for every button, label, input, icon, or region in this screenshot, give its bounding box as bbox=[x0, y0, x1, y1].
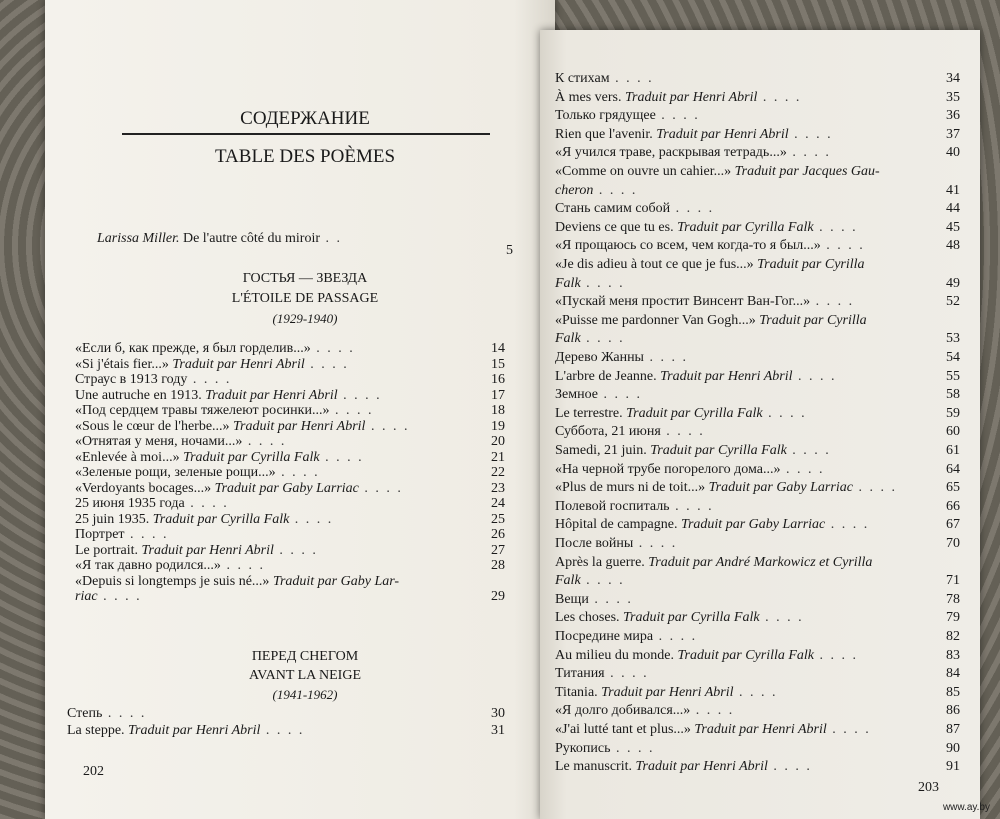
entry-page: 64 bbox=[946, 461, 960, 477]
toc-entry bbox=[555, 628, 960, 646]
leader-dots: . . . . bbox=[184, 496, 229, 511]
entry-title: Titania. bbox=[555, 684, 602, 700]
leader-dots: . . . . bbox=[762, 405, 807, 421]
leader-dots: . . . . bbox=[788, 126, 833, 142]
entry-page: 14 bbox=[491, 341, 505, 356]
entry-page: 59 bbox=[946, 405, 960, 421]
toc-entry bbox=[555, 609, 960, 627]
left-page bbox=[45, 0, 555, 819]
entry-title: Полевой госпиталь bbox=[555, 498, 670, 514]
entry-page: 31 bbox=[491, 723, 505, 738]
entry-page: 15 bbox=[491, 356, 505, 372]
entry-title: Une autruche en 1913. bbox=[75, 387, 206, 403]
entry-page: 84 bbox=[946, 666, 960, 682]
intro-text: De l'autre côté du miroir bbox=[179, 231, 320, 246]
entry-page: 83 bbox=[946, 647, 960, 663]
entry-page: 37 bbox=[946, 126, 960, 142]
leader-dots: . . . . bbox=[242, 434, 287, 449]
leader-dots: . . . . bbox=[358, 480, 403, 496]
entry-translator: Traduit par André Markowicz et Cyrilla bbox=[648, 554, 873, 570]
leader-dots: . . . . bbox=[220, 558, 265, 573]
leader-dots: . . . . bbox=[275, 465, 320, 480]
entry-title: Стань самим собой bbox=[555, 201, 671, 217]
entry-page: 65 bbox=[946, 480, 960, 496]
leader-dots: . . . . bbox=[610, 740, 655, 756]
entry-translator: Traduit par Cyrilla bbox=[759, 312, 867, 328]
leader-dots: . . . . bbox=[593, 182, 638, 198]
leader-dots: . . . . bbox=[786, 145, 831, 161]
leader-dots: . . . . bbox=[660, 424, 705, 440]
entry-title: Земное bbox=[555, 387, 598, 403]
entry-title: «Depuis si longtemps je suis né...» bbox=[75, 573, 273, 589]
toc-entry bbox=[555, 89, 960, 107]
entry-title: «Sous le cœur de l'herbe...» bbox=[75, 418, 234, 434]
toc-entry bbox=[555, 516, 960, 534]
toc-entry bbox=[555, 368, 960, 386]
entry-page: 52 bbox=[946, 294, 960, 310]
toc-entry bbox=[555, 349, 960, 367]
entry-title: «Если б, как прежде, я был горделив...» bbox=[75, 341, 311, 356]
entry-title: L'arbre de Jeanne. bbox=[555, 368, 661, 384]
entry-title: Deviens ce que tu es. bbox=[555, 219, 678, 235]
leader-dots: . . . . bbox=[655, 108, 700, 124]
entry-page: 55 bbox=[946, 368, 960, 384]
entry-translator: Traduit par Henri Abril bbox=[172, 356, 305, 372]
toc-entry bbox=[555, 702, 960, 720]
leader-dots: . . . . bbox=[825, 517, 870, 533]
entry-translator: Traduit par Cyrilla Falk bbox=[677, 647, 815, 663]
leader-dots: . . . . bbox=[310, 341, 355, 356]
entry-translator: Traduit par Henri Abril bbox=[128, 723, 261, 738]
entry-page: 40 bbox=[946, 145, 960, 161]
entry-title: Суббота, 21 июня bbox=[555, 424, 661, 440]
leader-dots: . . . . bbox=[580, 275, 625, 291]
entry-translator: riac bbox=[75, 589, 98, 604]
entry-page: 36 bbox=[946, 108, 960, 124]
toc-entry bbox=[555, 721, 960, 739]
entry-title: Вещи bbox=[555, 591, 589, 607]
entry-translator: Traduit par Cyrilla Falk bbox=[650, 443, 787, 458]
entry-title: Le portrait. bbox=[75, 542, 142, 558]
entry-translator: Falk bbox=[555, 331, 581, 347]
toc-entry bbox=[555, 312, 960, 330]
leader-dots: . . . . bbox=[792, 368, 837, 384]
entry-title: К стихам bbox=[555, 71, 610, 86]
entry-title: «Plus de murs ni de toit...» bbox=[555, 480, 709, 496]
entry-translator: Traduit par Cyrilla Falk bbox=[183, 449, 320, 465]
toc-entry bbox=[555, 163, 960, 181]
intro-entry: Larissa Miller. De l'autre côté du miroir . . 5 bbox=[97, 231, 513, 258]
leader-dots: . . . . bbox=[289, 511, 334, 527]
toc-entry bbox=[555, 293, 960, 311]
entry-translator: Traduit par Henri Abril bbox=[694, 722, 827, 737]
entry-title: «J'ai lutté tant et plus...» bbox=[555, 722, 695, 737]
leader-dots: . . . . bbox=[814, 647, 859, 663]
entry-translator: Traduit par Cyrilla Falk bbox=[677, 219, 814, 235]
entry-title: «Puisse me pardonner Van Gogh...» bbox=[555, 312, 760, 328]
entry-title: Samedi, 21 juin. bbox=[555, 443, 651, 458]
entry-translator: Traduit par Gaby Lar- bbox=[272, 573, 400, 589]
leader-dots: . . . . bbox=[588, 591, 633, 607]
entry-translator: Traduit par Gaby Larriac bbox=[214, 480, 359, 496]
entry-page: 27 bbox=[491, 542, 505, 558]
toc-entry bbox=[555, 256, 960, 274]
leader-dots: . . . . bbox=[767, 759, 812, 775]
entry-title: «Под сердцем травы тяжелеют росинки...» bbox=[75, 403, 330, 418]
leader-dots: . . . . bbox=[102, 706, 147, 721]
entry-page: 48 bbox=[946, 238, 960, 254]
entry-page: 53 bbox=[946, 331, 960, 347]
entry-page: 21 bbox=[491, 449, 505, 465]
leader-dots: . . . . bbox=[337, 387, 382, 403]
toc-entry bbox=[555, 479, 960, 497]
contents-title-fr: TABLE DES POÈMES bbox=[214, 146, 396, 167]
toc-entry bbox=[555, 405, 960, 423]
section1-years: (1929-1940) bbox=[272, 311, 338, 326]
entry-translator: Traduit par Cyrilla bbox=[757, 257, 865, 272]
entry-title: Les choses. bbox=[555, 610, 624, 626]
toc-entry bbox=[555, 200, 960, 218]
entry-page: 35 bbox=[946, 89, 960, 105]
entry-title: 25 juin 1935. bbox=[75, 511, 153, 527]
section2-years: (1941-1962) bbox=[272, 687, 338, 702]
section1-fr: L'ÉTOILE DE PASSAGE bbox=[231, 291, 379, 306]
leader-dots: . . . . bbox=[733, 684, 778, 700]
toc-entry bbox=[555, 498, 960, 516]
entry-translator: Falk bbox=[555, 275, 581, 291]
leader-dots: . . . . bbox=[604, 666, 649, 682]
entry-page: 45 bbox=[946, 219, 960, 235]
leader-dots: . . . . bbox=[780, 461, 825, 477]
toc-entry bbox=[555, 647, 960, 665]
entry-page: 25 bbox=[491, 511, 505, 527]
toc-entry bbox=[555, 126, 960, 144]
toc-entry bbox=[555, 237, 960, 255]
entry-translator: Traduit par Henri Abril bbox=[233, 418, 366, 434]
entry-title: La steppe. bbox=[67, 723, 129, 738]
toc-entry bbox=[555, 107, 960, 125]
section2-ru: ПЕРЕД СНЕГОМ bbox=[251, 649, 359, 664]
leader-dots: . . . . bbox=[757, 89, 802, 105]
entry-page: 28 bbox=[491, 558, 505, 573]
toc-entry bbox=[75, 588, 505, 606]
entry-title: «Я прощаюсь со всем, чем когда-то я был...» bbox=[555, 238, 821, 254]
entry-title: Rien que l'avenir. bbox=[555, 126, 657, 142]
entry-translator: Traduit par Henri Abril bbox=[601, 684, 734, 700]
leader-dots: . . . . bbox=[643, 350, 688, 365]
entry-translator: Traduit par Henri Abril bbox=[625, 89, 758, 105]
toc-entry bbox=[555, 535, 960, 553]
entry-page: 41 bbox=[946, 182, 960, 198]
leader-dots: . . . . bbox=[97, 589, 142, 604]
toc-entry bbox=[555, 442, 960, 460]
entry-title: «Verdoyants bocages...» bbox=[75, 480, 215, 496]
entry-title: «Я учился траве, раскрывая тетрадь...» bbox=[555, 145, 787, 161]
entry-title: «Я долго добивался...» bbox=[555, 703, 691, 719]
entry-title: Портрет bbox=[75, 527, 125, 542]
entry-translator: Traduit par Gaby Larriac bbox=[680, 517, 826, 533]
leader-dots: . . . . bbox=[580, 573, 625, 589]
toc-entry bbox=[555, 665, 960, 683]
entry-title: À mes vers. bbox=[555, 89, 625, 105]
leader-dots: . . . . bbox=[124, 527, 169, 542]
entry-title: Страус в 1913 году bbox=[75, 372, 188, 387]
section1-ru: ГОСТЬЯ — ЗВЕЗДА bbox=[242, 271, 368, 286]
entry-title: «Je dis adieu à tout ce que je fus...» bbox=[555, 257, 758, 272]
entry-page: 54 bbox=[946, 350, 960, 365]
entry-translator: cheron bbox=[555, 182, 594, 198]
entry-title: Рукопись bbox=[555, 740, 611, 756]
entry-title: «Si j'étais fier...» bbox=[75, 356, 173, 372]
entry-translator: Traduit par Gaby Larriac bbox=[708, 480, 853, 496]
entry-page: 61 bbox=[946, 443, 960, 458]
entry-title: После войны bbox=[555, 536, 634, 551]
entry-title: «Отнятая у меня, ночами...» bbox=[75, 434, 243, 449]
leader-dots: . . . . bbox=[852, 480, 897, 496]
entry-title: «Пускай меня простит Винсент Ван-Гог...» bbox=[555, 294, 811, 310]
entry-title: «Я так давно родился...» bbox=[75, 558, 221, 573]
section2-fr: AVANT LA NEIGE bbox=[248, 668, 361, 683]
leader-dots: . . . . bbox=[826, 722, 871, 737]
entry-page: 19 bbox=[491, 418, 505, 434]
entry-page: 85 bbox=[946, 684, 960, 700]
entry-page: 90 bbox=[946, 740, 960, 756]
entry-page: 86 bbox=[946, 703, 960, 719]
entry-translator: Traduit par Henri Abril bbox=[656, 126, 789, 142]
entry-page: 16 bbox=[491, 372, 505, 387]
entry-translator: Traduit par Cyrilla Falk bbox=[623, 610, 760, 626]
toc-entry bbox=[555, 758, 960, 776]
toc-entry bbox=[555, 182, 960, 200]
toc-entry bbox=[67, 722, 505, 740]
toc-entry bbox=[555, 740, 960, 758]
entry-translator: Traduit par Henri Abril bbox=[141, 542, 274, 558]
entry-page: 18 bbox=[491, 403, 505, 418]
watermark: www.ay.by bbox=[942, 802, 990, 813]
entry-title: «Comme on ouvre un cahier...» bbox=[555, 164, 735, 179]
leader-dots: . . . . bbox=[759, 610, 804, 626]
entry-title: Посредине мира bbox=[555, 629, 654, 644]
leader-dots: . . . . bbox=[669, 498, 714, 514]
entry-title: Титания bbox=[555, 666, 605, 682]
entry-page: 82 bbox=[946, 629, 960, 644]
toc-entry bbox=[555, 572, 960, 590]
leader-dots: . . . . bbox=[304, 356, 349, 372]
toc-entry bbox=[555, 144, 960, 162]
leader-dots: . . . . bbox=[633, 536, 678, 551]
entry-title: Après la guerre. bbox=[555, 554, 649, 570]
entry-title: 25 июня 1935 года bbox=[75, 496, 185, 511]
entry-title: Hôpital de campagne. bbox=[555, 517, 681, 533]
leader-dots: . . . . bbox=[786, 443, 831, 458]
leader-dots: . . . . bbox=[329, 403, 374, 418]
entry-page: 20 bbox=[491, 434, 505, 449]
leader-dots: . . . . bbox=[597, 387, 642, 403]
toc-entry bbox=[555, 461, 960, 479]
entry-translator: Traduit par Henri Abril bbox=[205, 387, 338, 403]
entry-page: 70 bbox=[946, 536, 960, 551]
leader-dots: . . . . bbox=[820, 238, 865, 254]
entry-page: 67 bbox=[946, 517, 960, 533]
leader-dots: . . . . bbox=[580, 331, 625, 347]
toc-entry bbox=[555, 684, 960, 702]
left-page-number: 202 bbox=[83, 764, 104, 779]
entry-title: «Зеленые рощи, зеленые рощи...» bbox=[75, 465, 276, 480]
toc-entry bbox=[555, 275, 960, 293]
entry-title: Только грядущее bbox=[555, 108, 656, 124]
leader-dots: . . . . bbox=[319, 449, 364, 465]
entry-title: Дерево Жанны bbox=[555, 350, 644, 365]
leader-dots: . . . . bbox=[653, 629, 698, 644]
toc-entry bbox=[555, 386, 960, 404]
entry-page: 71 bbox=[946, 573, 960, 589]
intro-author: Larissa Miller. bbox=[97, 231, 180, 246]
leader-dots: . . . . bbox=[813, 219, 858, 235]
toc-entry bbox=[555, 70, 960, 88]
entry-page: 78 bbox=[946, 591, 960, 607]
entry-page: 58 bbox=[946, 387, 960, 403]
entry-page: 66 bbox=[946, 498, 960, 514]
entry-page: 79 bbox=[946, 610, 960, 626]
entry-page: 23 bbox=[491, 480, 505, 496]
entry-title: Le terrestre. bbox=[555, 405, 627, 421]
entry-title: «На черной трубе погорелого дома...» bbox=[555, 461, 781, 477]
toc-entry bbox=[67, 705, 505, 723]
toc-entry bbox=[555, 330, 960, 348]
contents-title-ru: СОДЕРЖАНИЕ bbox=[240, 108, 370, 129]
entry-page: 44 bbox=[946, 201, 960, 217]
entry-translator: Traduit par Henri Abril bbox=[635, 759, 768, 775]
toc-entry bbox=[555, 219, 960, 237]
entry-page: 26 bbox=[491, 527, 505, 542]
entry-page: 17 bbox=[491, 387, 505, 403]
leader-dots: . . . . bbox=[365, 418, 410, 434]
entry-translator: Traduit par Jacques Gau- bbox=[734, 164, 880, 179]
entry-title: Au milieu du monde. bbox=[555, 647, 678, 663]
entry-page: 60 bbox=[946, 424, 960, 440]
toc-entry bbox=[555, 554, 960, 572]
right-page-number: 203 bbox=[918, 780, 939, 795]
leader-dots: . . . . bbox=[670, 201, 715, 217]
leader-dots: . . . . bbox=[187, 372, 232, 387]
entry-page: 22 bbox=[491, 465, 505, 480]
leader-dots: . . . . bbox=[690, 703, 735, 719]
entry-page: 29 bbox=[491, 589, 505, 604]
entry-page: 91 bbox=[946, 759, 960, 775]
entry-title: Le manuscrit. bbox=[555, 759, 636, 775]
title-rule bbox=[122, 133, 490, 135]
entry-title: «Enlevée à moi...» bbox=[75, 449, 184, 465]
leader-dots: . . . . bbox=[260, 723, 305, 738]
entry-page: 49 bbox=[946, 275, 960, 291]
leader-dots: . . . . bbox=[810, 294, 855, 310]
toc-entry bbox=[555, 591, 960, 609]
entry-translator: Traduit par Henri Abril bbox=[660, 368, 793, 384]
intro-page: 5 bbox=[506, 243, 513, 258]
entry-page: 34 bbox=[946, 71, 960, 86]
entry-translator: Traduit par Cyrilla Falk bbox=[626, 405, 763, 421]
entry-page: 87 bbox=[946, 722, 960, 737]
right-page bbox=[540, 30, 980, 819]
entry-translator: Traduit par Cyrilla Falk bbox=[152, 511, 290, 527]
leader-dots: . . . . bbox=[609, 71, 654, 86]
toc-entry bbox=[555, 423, 960, 441]
leader-dots: . . . . bbox=[273, 542, 318, 558]
entry-title: Степь bbox=[67, 706, 103, 721]
entry-page: 24 bbox=[491, 496, 505, 511]
entry-translator: Falk bbox=[555, 573, 581, 589]
entry-page: 30 bbox=[491, 706, 505, 721]
